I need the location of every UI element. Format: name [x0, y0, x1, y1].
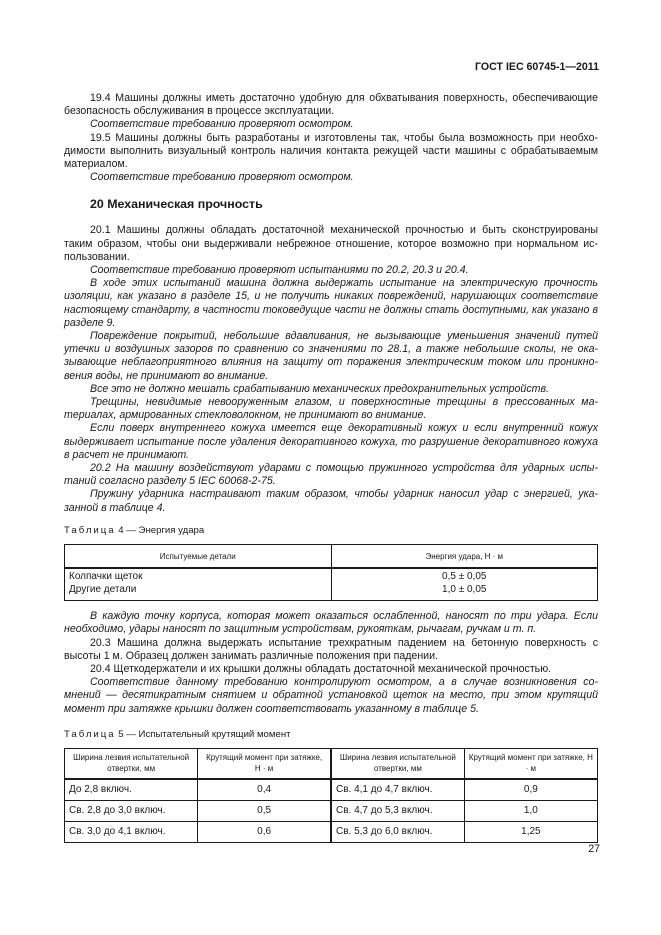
- clause-19-paragraphs: [64, 92, 598, 184]
- paragraph: Пружину ударника настраивают таким образом, чтобы ударник наносил удар с энергией, указанной в таблице 4.: [64, 488, 598, 514]
- table-cell: Св. 3,0 до 4,1 включ.: [65, 821, 198, 842]
- paragraph: 20.2 На машину воздействуют ударами с помощью пружинного устройства для ударных испытаний согласно разделу 5 IEC 60068-2-75.: [64, 462, 598, 488]
- table-cell-energies: [331, 568, 598, 601]
- table-header-cell: Крутящий момент при затяжке, Н · м: [464, 748, 597, 779]
- energy-value: 1,0 ± 0,05: [442, 583, 487, 595]
- table-row: [65, 779, 598, 801]
- paragraph: 20.1 Машины должны обладать достаточной механической прочностью и быть сконструированы таким образом, чтобы они выдерживали небрежное отношение, которое возможно при нормальном использовании.: [64, 224, 598, 263]
- table-cell: До 2,8 включ.: [65, 779, 198, 801]
- table-header-cell: Энергия удара, Н · м: [331, 545, 598, 569]
- table-cell: 1,0: [464, 800, 597, 821]
- table-row: [65, 821, 598, 842]
- paragraph: Соответствие требованию проверяют осмотром.: [90, 171, 354, 184]
- paragraph: 20.3 Машина должна выдержать испытание трехкратным падением на бетонную поверхность с высоты 1 м. Образец должен занимать различные положения при падении.: [64, 636, 598, 662]
- paragraph: Если поверх внутреннего кожуха имеется еще декоративный кожух и если внутренний кожух выдерживает испытание после удаления декоративного кожуха, то разрушение декоративного кожуха в расчет не принимают.: [64, 422, 598, 461]
- table-cell: 0,9: [464, 779, 597, 801]
- paragraph: Трещины, невидимые невооруженным глазом, и поверхностные трещины в прессованных материалах, армированных стекловолокном, не принимают во внимание.: [64, 396, 598, 422]
- clause-20-continued-paragraphs: [64, 610, 598, 716]
- table-header-cell: Крутящий момент при затяжке, Н · м: [198, 748, 331, 779]
- table-4-caption: Таблица 4 — Энергия удара: [64, 524, 205, 536]
- table-header-cell: Испытуемые детали: [65, 545, 332, 569]
- part-name: Другие детали: [69, 583, 137, 595]
- paragraph: Соответствие требованию проверяют осмотром.: [90, 118, 354, 131]
- paragraph: 19.5 Машины должны быть разработаны и изготовлены так, чтобы была возможность при необходимости выполнить визуальный контроль наличия контакта режущей части машины с обрабатываемым материалом.: [64, 131, 598, 171]
- table-5-caption: Таблица 5 — Испытательный крутящий момент: [64, 728, 291, 740]
- document-body: [64, 92, 598, 843]
- standard-code-header: ГОСТ IEC 60745-1—2011: [475, 61, 599, 73]
- page-number: 27: [588, 843, 600, 855]
- table-cell: Св. 5,3 до 6,0 включ.: [331, 821, 464, 842]
- paragraph: Все это не должно мешать срабатыванию механических предохранительных устройств.: [90, 382, 549, 395]
- section-heading: 20 Механическая прочность: [90, 197, 263, 212]
- paragraph: Повреждение покрытий, небольшие вдавливания, не вызывающие уменьшения значений путей утечки и воздушных зазоров по сравнению со значениями по 28.1, а также небольшие сколы, не оказывающие неблагоприятного влияния на защиту от поражения электрическим током или проникновения воды, не принимают во внимание.: [64, 330, 598, 382]
- energy-value: 0,5 ± 0,05: [442, 571, 487, 583]
- table-cell: 0,5: [198, 800, 331, 821]
- table-cell: 1,25: [464, 821, 597, 842]
- table-cell: Св. 4,7 до 5,3 включ.: [331, 800, 464, 821]
- part-name: Колпачки щеток: [69, 571, 143, 583]
- paragraph: 19.4 Машины должны иметь достаточно удобную для обхватывания поверхность, обеспечивающие безопасность обслуживания в процессе эксплуатации.: [64, 92, 598, 118]
- table-cell: Св. 4,1 до 4,7 включ.: [331, 779, 464, 801]
- paragraph: 20.4 Щеткодержатели и их крышки должны обладать достаточной механической прочностью.: [90, 662, 552, 675]
- table-row: [65, 800, 598, 821]
- paragraph: Соответствие данному требованию контролируют осмотром, а в случае возникновения сомнений — десятикратным снятием и обратной установкой щеток на место, при этом крутящий момент при затяжке крышки должен соответствовать указанному в таблице 5.: [64, 676, 598, 715]
- table-cell: 0,6: [198, 821, 331, 842]
- paragraph: В ходе этих испытаний машина должна выдержать испытание на электрическую прочность изоляции, как указано в разделе 15, и не получить никаких повреждений, нарушающих соответствие настоящему стандарту, в частности токоведущие части не должны стать доступными, как указано в разделе 9.: [64, 277, 598, 329]
- table-header-cell: Ширина лезвия испытательной отвертки, мм: [331, 748, 464, 779]
- clause-20-paragraphs: [64, 224, 598, 514]
- table-5-test-torque: [64, 748, 598, 843]
- paragraph: Соответствие требованию проверяют испытаниями по 20.2, 20.3 и 20.4.: [90, 264, 469, 277]
- table-4-impact-energy: [64, 544, 598, 601]
- table-cell: Св. 2,8 до 3,0 включ.: [65, 800, 198, 821]
- table-cell: 0,4: [198, 779, 331, 801]
- table-cell-parts: [65, 568, 332, 601]
- paragraph: В каждую точку корпуса, которая может оказаться ослабленной, наносят по три удара. Если необходимо, удары наносят по защитным устройствам, рукояткам, рычагам, ручкам и т. п.: [64, 610, 598, 636]
- table-header-cell: Ширина лезвия испытательной отвертки, мм: [65, 748, 198, 779]
